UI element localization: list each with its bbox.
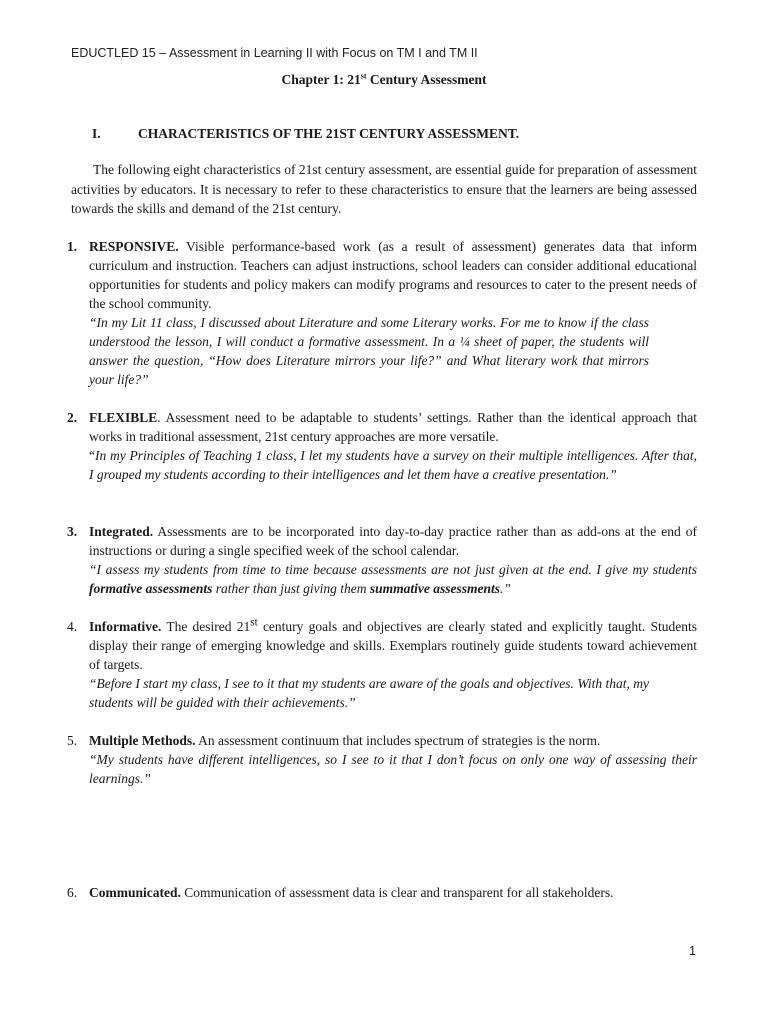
item-quote: “My students have different intelligences, so I see to it that I don’t focus on only one way of assessing their learnings.” bbox=[89, 752, 697, 786]
item-number: 5. bbox=[67, 733, 78, 748]
section-heading bbox=[92, 126, 519, 142]
page-number: 1 bbox=[689, 944, 696, 958]
chapter-title: Chapter 1: 21st Century Assessment bbox=[281, 71, 487, 87]
section-number: I. bbox=[92, 126, 101, 141]
item-body: Informative. The desired 21st century goals and objectives are clearly stated and explicitly taught. Students display their range of emerging knowledge and skills. Exemplars routinely guide students toward achievement of targets. bbox=[89, 616, 698, 672]
list-item-informative bbox=[67, 616, 698, 712]
item-number: 3. bbox=[67, 524, 78, 539]
list-item-flexible bbox=[67, 408, 697, 484]
item-quote: “In my Principles of Teaching 1 class, I let my students have a survey on their multiple intelligences. After that, I grouped my students according to their intelligences and let them have a creative presentation.” bbox=[89, 448, 697, 482]
list-item-multiple-methods bbox=[67, 731, 697, 788]
list-item-integrated bbox=[67, 522, 697, 598]
intro-paragraph: The following eight characteristics of 21st century assessment, are essential guide for preparation of assessment activities by educators. It is necessary to refer to these characteristics to ensure that the learners are being assessed towards the skills and demand of the 21st century. bbox=[71, 162, 697, 216]
section-title-text: CHARACTERISTICS OF THE 21ST CENTURY ASSESSMENT. bbox=[138, 126, 520, 141]
list-item-responsive bbox=[67, 237, 697, 389]
item-quote: “In my Lit 11 class, I discussed about Literature and some Literary works. For me to know if the class understood the lesson, I will conduct a formative assessment. In a ¼ sheet of paper, the students will answer the question, “How does Literature mirrors your life?” and What literary work that mirrors your life?” bbox=[89, 315, 649, 387]
item-number: 2. bbox=[67, 410, 78, 425]
item-quote: “Before I start my class, I see to it that my students are aware of the goals and objectives. With that, my students will be guided with their achievements.” bbox=[89, 676, 649, 710]
item-number: 4. bbox=[67, 619, 78, 634]
item-body: Communicated. Communication of assessment data is clear and transparent for all stakeholders. bbox=[89, 885, 614, 900]
item-number: 1. bbox=[67, 239, 78, 254]
item-number: 6. bbox=[67, 885, 78, 900]
item-body: RESPONSIVE. Visible performance-based work (as a result of assessment) generates data that inform curriculum and instruction. Teachers can adjust instructions, school leaders can consider additional educational opportunities for students and policy makers can modify programs and resources to cater to the present needs of the school community. bbox=[89, 239, 697, 311]
document-header: EDUCTLED 15 – Assessment in Learning II with Focus on TM I and TM II bbox=[71, 46, 478, 60]
item-quote: “I assess my students from time to time because assessments are not just given at the end. I give my students formative assessments rather than just giving them summative assessments.” bbox=[89, 562, 697, 596]
item-body: FLEXIBLE. Assessment need to be adaptable to students’ settings. Rather than the identical approach that works in traditional assessment, 21st century approaches are more versatile. bbox=[89, 410, 697, 444]
item-body: Multiple Methods. An assessment continuum that includes spectrum of strategies is the norm. bbox=[89, 733, 601, 748]
item-body: Integrated. Assessments are to be incorporated into day-to-day practice rather than as add-ons at the end of instructions or during a single specified week of the school calendar. bbox=[89, 524, 697, 558]
list-item-communicated bbox=[67, 883, 697, 902]
